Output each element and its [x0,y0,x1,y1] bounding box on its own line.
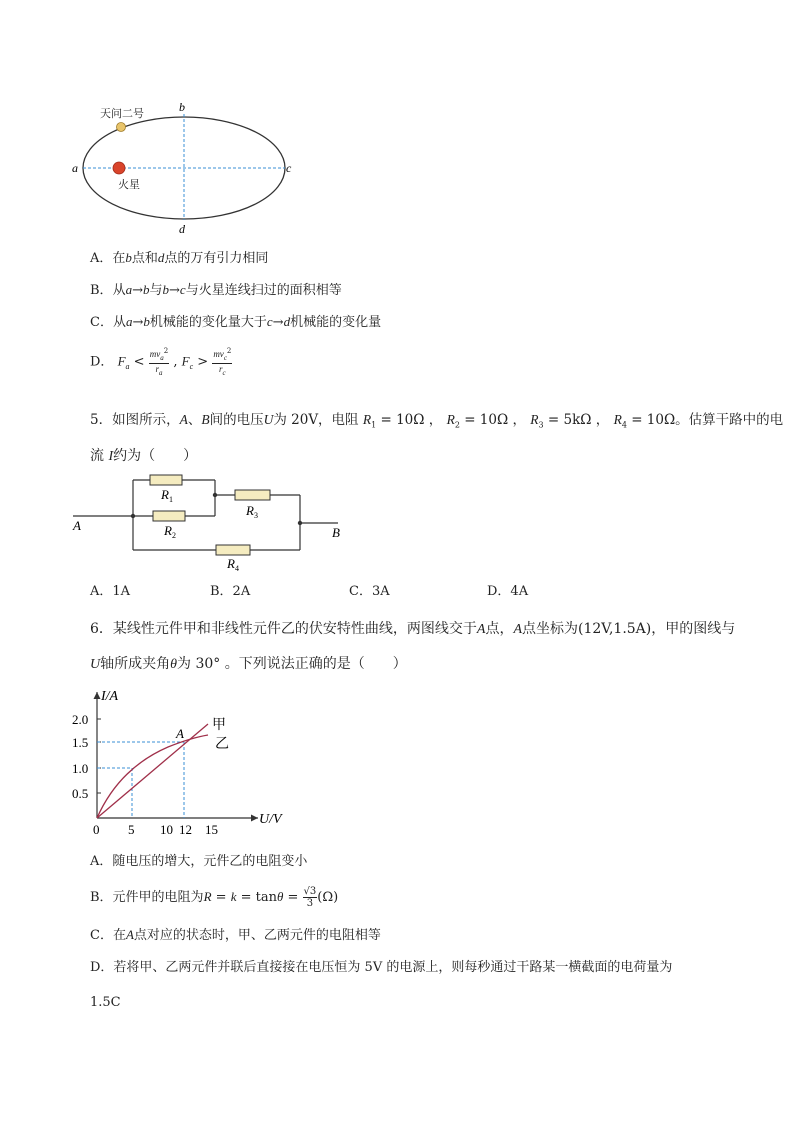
y-tick: 0.5 [72,786,89,801]
q5-option-b[interactable]: B．2A [210,584,251,599]
iv-graph [68,684,308,839]
y-tick: 1.5 [72,735,89,750]
x-axis-label: U/V [259,812,282,827]
q6-option-d-line2: 1.5C [90,995,121,1010]
circuit-diagram [70,470,360,575]
x-tick: 15 [205,822,218,837]
r3-label: $R_3$ [246,503,258,520]
probe-label: 天问二号 [100,107,144,120]
point-a-label: A [176,726,184,741]
q4-option-b[interactable]: B．从a→b与b→c与火星连线扫过的面积相等 [90,282,342,298]
y-tick: 2.0 [72,712,89,727]
junction-node [131,514,135,518]
probe-tianwen-2 [117,123,126,132]
r2-label: $R_2$ [164,523,176,540]
orbit-figure [60,98,320,238]
curve-jia-label: 甲 [212,717,226,733]
q5-stem-line1: 5．如图所示，A、B间的电压U为 20V，电阻 $R_1 = 10\Omega$ ， $R_2 = 10\Omega$ ， $R_3 = 5k\Omega$ ， $R_4 = 10\Omega$。估算干路中的电 [90,412,784,430]
mars-planet [113,162,125,174]
point-a-label: a [72,161,78,175]
x-tick: 10 [160,822,173,837]
resistor-r3 [235,490,270,500]
q5-stem-line2: 流 I约为（ ） [90,448,198,464]
y-tick: 1.0 [72,761,89,776]
q6-option-c[interactable]: C．在A点对应的状态时，甲、乙两元件的电阻相等 [90,927,381,943]
curve-jia [97,724,208,818]
q6-option-a[interactable]: A．随电压的增大，元件乙的电阻变小 [90,854,308,869]
q4-option-c[interactable]: C．从a→b机械能的变化量大于c→d机械能的变化量 [90,314,382,330]
r1-label: $R_1$ [161,487,173,504]
q6-option-b[interactable]: B．元件甲的电阻为R = k = tanθ = $\frac{√3}{3}$ (Ω) [90,886,339,909]
junction-node [213,493,217,497]
planet-label: 火星 [118,178,140,191]
resistor-r4 [216,545,250,555]
q4-option-d[interactable]: D． $F_a$ < $\frac{mv_a^2}{r_a}$ , $F_c$ > $\frac{mv_c^2}{r_c}$ [90,347,232,377]
junction-node [298,521,302,525]
resistor-r2 [153,511,185,521]
r4-label: $R_4$ [227,556,239,573]
x-tick: 0 [93,822,100,837]
point-d-label: d [179,222,185,236]
curve-yi [97,735,208,818]
q5-option-a[interactable]: A．1A [90,584,131,599]
q6-stem-line2: U轴所成夹角θ为 30° 。下列说法正确的是（ ） [90,656,407,672]
terminal-a-label: A [73,518,81,533]
resistor-r1 [150,475,182,485]
q4-option-a[interactable]: A．在b点和d点的万有引力相同 [90,250,269,266]
q6-option-d-line1[interactable]: D．若将甲、乙两元件并联后直接接在电压恒为 5V 的电源上，则每秒通过干路某一横截面的电荷量为 [90,960,673,975]
curve-yi-label: 乙 [215,736,229,752]
q6-stem-line1: 6．某线性元件甲和非线性元件乙的伏安特性曲线，两图线交于A点，A点坐标为(12V,1.5A)，甲的图线与 [90,621,736,637]
terminal-b-label: B [332,525,340,540]
point-c-label: c [286,161,292,175]
x-tick: 12 [179,822,192,837]
q5-option-d[interactable]: D．4A [487,584,529,599]
point-b-label: b [179,100,185,114]
y-axis-label: I/A [101,689,119,704]
x-tick: 5 [128,822,135,837]
q5-option-c[interactable]: C．3A [349,584,390,599]
